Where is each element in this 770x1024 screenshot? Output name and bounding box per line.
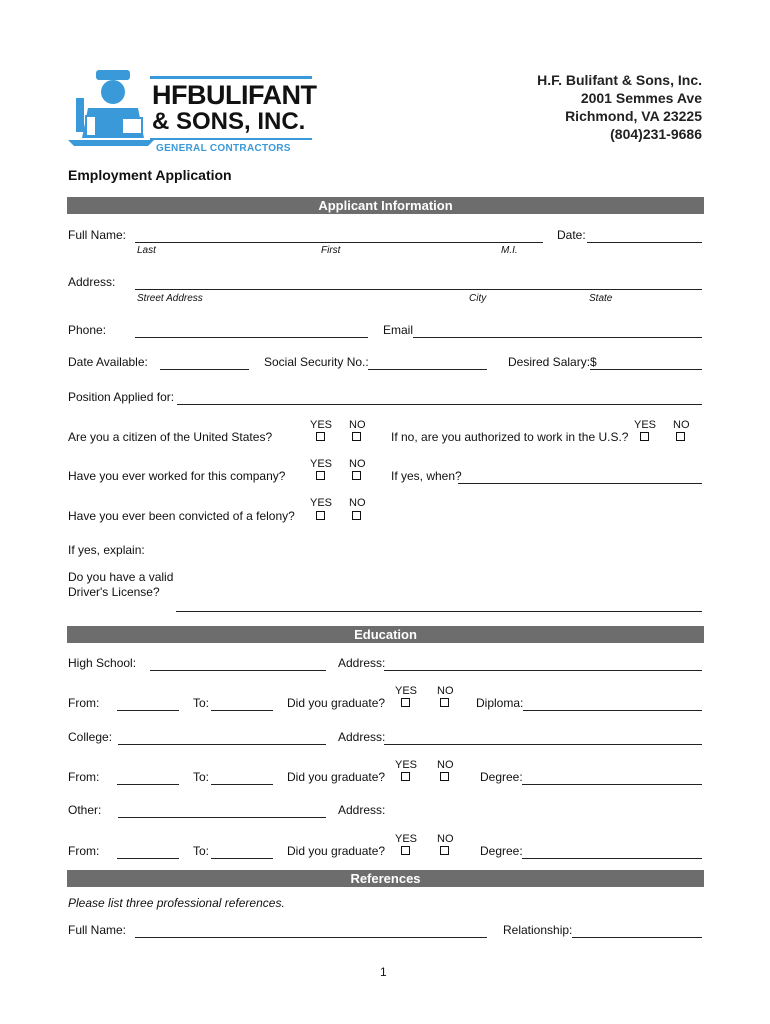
address-label: Address: bbox=[68, 275, 116, 289]
worked-yes-label: YES bbox=[310, 458, 333, 470]
high-school-label: High School: bbox=[68, 656, 137, 670]
felony-yes-label: YES bbox=[310, 497, 333, 509]
company-city: Richmond, VA 23225 bbox=[565, 108, 702, 124]
other-degree-field[interactable] bbox=[522, 858, 702, 859]
worker-logo-icon bbox=[66, 68, 156, 148]
felony-no-checkbox[interactable] bbox=[352, 511, 361, 520]
company-logo bbox=[66, 68, 316, 158]
college-to-field[interactable] bbox=[211, 784, 273, 785]
other-degree-label: Degree: bbox=[480, 844, 523, 858]
hs-graduate-question: Did you graduate? bbox=[287, 696, 386, 710]
other-from-field[interactable] bbox=[117, 858, 179, 859]
logo-line-2: & SONS, INC. bbox=[152, 108, 306, 135]
section-bar-references: References bbox=[67, 870, 704, 887]
other-graduate-yes-label: YES bbox=[395, 833, 418, 845]
full-name-label: Full Name: bbox=[68, 228, 127, 242]
reference-relationship-label: Relationship: bbox=[503, 923, 573, 937]
other-graduate-no-label: NO bbox=[437, 833, 454, 845]
hs-graduate-no-checkbox[interactable] bbox=[440, 698, 449, 707]
ssn-label: Social Security No.: bbox=[264, 355, 369, 369]
college-graduate-no-label: NO bbox=[437, 759, 454, 771]
mi-sublabel: M.I. bbox=[501, 245, 518, 256]
college-graduate-yes-label: YES bbox=[395, 759, 418, 771]
references-instructions: Please list three professional references. bbox=[68, 896, 285, 910]
logo-mid-rule bbox=[150, 138, 312, 140]
diploma-field[interactable] bbox=[523, 710, 702, 711]
if-yes-explain-label: If yes, explain: bbox=[68, 543, 145, 557]
hs-graduate-yes-label: YES bbox=[395, 685, 418, 697]
date-label: Date: bbox=[557, 228, 586, 242]
worked-no-label: NO bbox=[349, 458, 366, 470]
phone-field[interactable] bbox=[135, 337, 368, 338]
citizen-yes-label: YES bbox=[310, 419, 333, 431]
college-label: College: bbox=[68, 730, 113, 744]
if-yes-when-field[interactable] bbox=[458, 483, 702, 484]
reference-full-name-field[interactable] bbox=[135, 937, 487, 938]
city-sublabel: City bbox=[469, 293, 487, 304]
position-label: Position Applied for: bbox=[68, 390, 175, 404]
college-graduate-yes-checkbox[interactable] bbox=[401, 772, 410, 781]
hs-from-field[interactable] bbox=[117, 710, 179, 711]
email-field[interactable] bbox=[413, 337, 702, 338]
company-address-block bbox=[420, 71, 702, 143]
phone-label: Phone: bbox=[68, 323, 107, 337]
felony-no-label: NO bbox=[349, 497, 366, 509]
authorized-no-checkbox[interactable] bbox=[676, 432, 685, 441]
felony-yes-checkbox[interactable] bbox=[316, 511, 325, 520]
date-available-field[interactable] bbox=[160, 369, 249, 370]
college-address-label: Address: bbox=[338, 730, 386, 744]
hs-from-label: From: bbox=[68, 696, 100, 710]
other-label: Other: bbox=[68, 803, 102, 817]
ssn-field[interactable] bbox=[368, 369, 487, 370]
college-from-field[interactable] bbox=[117, 784, 179, 785]
college-address-field[interactable] bbox=[384, 744, 702, 745]
citizen-no-checkbox[interactable] bbox=[352, 432, 361, 441]
if-yes-when-label: If yes, when? bbox=[391, 469, 462, 483]
company-name: H.F. Bulifant & Sons, Inc. bbox=[537, 72, 702, 88]
section-bar-education: Education bbox=[67, 626, 704, 643]
first-sublabel: First bbox=[321, 245, 341, 256]
high-school-address-label: Address: bbox=[338, 656, 386, 670]
logo-top-rule bbox=[150, 76, 312, 79]
hs-to-label: To: bbox=[193, 696, 210, 710]
hs-graduate-no-label: NO bbox=[437, 685, 454, 697]
authorized-question: If no, are you authorized to work in the U.S.? bbox=[391, 430, 629, 444]
other-from-label: From: bbox=[68, 844, 100, 858]
street-address-sublabel: Street Address bbox=[137, 293, 203, 304]
authorized-no-label: NO bbox=[673, 419, 690, 431]
logo-line-3: GENERAL CONTRACTORS bbox=[156, 143, 291, 154]
other-address-label: Address: bbox=[338, 803, 386, 817]
license-field[interactable] bbox=[176, 611, 702, 612]
citizen-question: Are you a citizen of the United States? bbox=[68, 430, 273, 444]
college-degree-field[interactable] bbox=[522, 784, 702, 785]
position-field[interactable] bbox=[177, 404, 702, 405]
section-bar-applicant: Applicant Information bbox=[67, 197, 704, 214]
college-graduate-question: Did you graduate? bbox=[287, 770, 386, 784]
worked-question: Have you ever worked for this company? bbox=[68, 469, 286, 483]
desired-salary-label: Desired Salary:$ bbox=[508, 355, 597, 369]
reference-relationship-field[interactable] bbox=[572, 937, 702, 938]
email-label: Email bbox=[383, 323, 414, 337]
college-degree-label: Degree: bbox=[480, 770, 523, 784]
citizen-no-label: NO bbox=[349, 419, 366, 431]
other-field[interactable] bbox=[118, 817, 326, 818]
other-graduate-yes-checkbox[interactable] bbox=[401, 846, 410, 855]
form-title: Employment Application bbox=[68, 167, 232, 183]
date-available-label: Date Available: bbox=[68, 355, 148, 369]
felony-question: Have you ever been convicted of a felony? bbox=[68, 509, 295, 523]
license-question-line-2: Driver's License? bbox=[68, 585, 160, 599]
company-phone: (804)231-9686 bbox=[610, 126, 702, 142]
state-sublabel: State bbox=[589, 293, 613, 304]
diploma-label: Diploma: bbox=[476, 696, 524, 710]
other-graduate-question: Did you graduate? bbox=[287, 844, 386, 858]
college-graduate-no-checkbox[interactable] bbox=[440, 772, 449, 781]
desired-salary-field[interactable] bbox=[590, 369, 702, 370]
reference-full-name-label: Full Name: bbox=[68, 923, 127, 937]
other-to-field[interactable] bbox=[211, 858, 273, 859]
full-name-field[interactable] bbox=[135, 242, 543, 243]
hs-graduate-yes-checkbox[interactable] bbox=[401, 698, 410, 707]
logo-line-1: HFBULIFANT bbox=[152, 80, 317, 110]
high-school-field[interactable] bbox=[150, 670, 326, 671]
page-number: 1 bbox=[380, 965, 387, 979]
license-question-line-1: Do you have a valid bbox=[68, 570, 174, 584]
authorized-yes-label: YES bbox=[634, 419, 657, 431]
college-to-label: To: bbox=[193, 770, 210, 784]
other-to-label: To: bbox=[193, 844, 210, 858]
college-from-label: From: bbox=[68, 770, 100, 784]
last-sublabel: Last bbox=[137, 245, 156, 256]
hs-to-field[interactable] bbox=[211, 710, 273, 711]
college-field[interactable] bbox=[118, 744, 326, 745]
high-school-address-field[interactable] bbox=[384, 670, 702, 671]
worked-yes-checkbox[interactable] bbox=[316, 471, 325, 480]
company-street: 2001 Semmes Ave bbox=[580, 90, 702, 106]
other-graduate-no-checkbox[interactable] bbox=[440, 846, 449, 855]
authorized-yes-checkbox[interactable] bbox=[640, 432, 649, 441]
date-field[interactable] bbox=[587, 242, 702, 243]
address-field[interactable] bbox=[135, 289, 702, 290]
worked-no-checkbox[interactable] bbox=[352, 471, 361, 480]
citizen-yes-checkbox[interactable] bbox=[316, 432, 325, 441]
